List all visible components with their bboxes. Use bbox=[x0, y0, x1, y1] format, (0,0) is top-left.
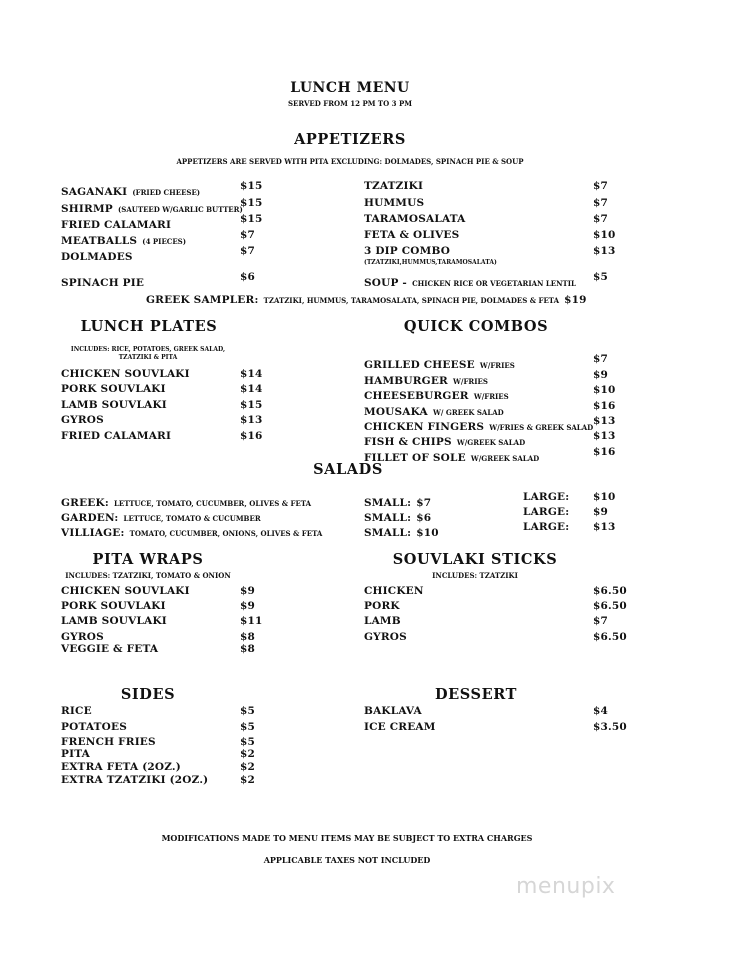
menu-item-price: $8 bbox=[240, 643, 256, 655]
menu-item-price: $7 bbox=[593, 353, 609, 365]
menu-item-price: $16 bbox=[240, 430, 263, 442]
menu-item: FRENCH FRIES bbox=[61, 736, 156, 748]
taxes-note: APPLICABLE TAXES NOT INCLUDED bbox=[263, 855, 431, 865]
menu-subtitle: SERVED FROM 12 PM TO 3 PM bbox=[288, 99, 412, 108]
menu-item-price: $14 bbox=[240, 383, 263, 395]
menu-item: CHICKEN SOUVLAKI bbox=[61, 585, 190, 597]
menu-item-price: $7 bbox=[593, 180, 609, 192]
menu-item-price: $4 bbox=[593, 705, 609, 717]
modifications-note: MODIFICATIONS MADE TO MENU ITEMS MAY BE SUBJECT TO EXTRA CHARGES bbox=[161, 833, 533, 843]
menu-item-price: $3.50 bbox=[593, 721, 627, 733]
menu-item-price: $9 bbox=[240, 600, 256, 612]
menu-item-price: $11 bbox=[240, 615, 263, 627]
souvlaki-sticks-heading: SOUVLAKI STICKS bbox=[392, 551, 558, 568]
menu-item-price: $13 bbox=[593, 245, 616, 257]
menu-item: CHICKEN bbox=[364, 585, 424, 597]
menu-item: PORK SOUVLAKI bbox=[61, 383, 166, 395]
menu-item: LAMB SOUVLAKI bbox=[61, 615, 167, 627]
menu-item: FISH & CHIPS W/GREEK SALAD bbox=[364, 436, 526, 448]
salad-small-price: SMALL: $10 bbox=[364, 527, 439, 539]
menu-item-price: $15 bbox=[240, 399, 263, 411]
menu-item: PITA bbox=[61, 748, 90, 760]
menu-item-price: $13 bbox=[593, 415, 616, 427]
salad-large-label: LARGE: bbox=[523, 491, 570, 503]
menu-item-price: $15 bbox=[240, 197, 263, 209]
quick-combos-heading: QUICK COMBOS bbox=[403, 318, 549, 335]
menu-item: GYROS bbox=[61, 414, 104, 426]
menu-item: LAMB SOUVLAKI bbox=[61, 399, 167, 411]
menu-item: RICE bbox=[61, 705, 92, 717]
menu-item: LAMB bbox=[364, 615, 401, 627]
menu-item: VILLIAGE: TOMATO, CUCUMBER, ONIONS, OLIVES & FETA bbox=[61, 527, 323, 539]
menu-item-price: $5 bbox=[240, 705, 256, 717]
menu-item: SPINACH PIE bbox=[61, 277, 145, 289]
sides-heading: SIDES bbox=[120, 686, 176, 703]
menu-item-price: $14 bbox=[240, 368, 263, 380]
souvlaki-sticks-note: INCLUDES: TZATZIKI bbox=[432, 571, 518, 580]
salad-small-price: SMALL: $7 bbox=[364, 497, 432, 509]
menu-item: GYROS bbox=[61, 631, 104, 643]
menu-item: TZATZIKI bbox=[364, 180, 424, 192]
menu-item: PORK SOUVLAKI bbox=[61, 600, 166, 612]
menu-item: FRIED CALAMARI bbox=[61, 430, 172, 442]
menu-item: DOLMADES bbox=[61, 251, 133, 263]
menu-item: GYROS bbox=[364, 631, 407, 643]
menu-item-price: $6.50 bbox=[593, 631, 627, 643]
menu-item-price: $6.50 bbox=[593, 600, 627, 612]
menu-item: FRIED CALAMARI bbox=[61, 219, 172, 231]
menu-item: TARAMOSALATA bbox=[364, 213, 466, 225]
appetizers-note: APPETIZERS ARE SERVED WITH PITA EXCLUDING: DOLMADES, SPINACH PIE & SOUP bbox=[176, 157, 524, 166]
menu-item: CHICKEN FINGERS W/FRIES & GREEK SALAD bbox=[364, 421, 594, 433]
menu-item: GRILLED CHEESE W/FRIES bbox=[364, 359, 515, 371]
menu-item-price: $13 bbox=[593, 430, 616, 442]
menu-item: HUMMUS bbox=[364, 197, 425, 209]
menu-item-price: $15 bbox=[240, 213, 263, 225]
salad-large-price: $13 bbox=[593, 521, 616, 533]
menu-item-price: $5 bbox=[240, 736, 256, 748]
menu-item-price: $2 bbox=[240, 774, 256, 786]
menu-item: POTATOES bbox=[61, 721, 127, 733]
menu-item-price: $10 bbox=[593, 229, 616, 241]
menu-item-price: $9 bbox=[593, 369, 609, 381]
menu-item: 3 DIP COMBO bbox=[364, 245, 451, 257]
menu-item-price: $5 bbox=[240, 721, 256, 733]
menu-item: FILLET OF SOLE W/GREEK SALAD bbox=[364, 452, 540, 464]
menu-item-price: $10 bbox=[593, 384, 616, 396]
salad-large-price: $9 bbox=[593, 506, 609, 518]
menu-title: LUNCH MENU bbox=[290, 80, 410, 96]
menupix-watermark: menupix bbox=[516, 874, 616, 899]
menu-item-price: $7 bbox=[240, 229, 256, 241]
menu-item: SOUP - CHICKEN RICE OR VEGETARIAN LENTIL bbox=[364, 277, 576, 289]
lunch-plates-heading: LUNCH PLATES bbox=[80, 318, 218, 335]
menu-item: MOUSAKA W/ GREEK SALAD bbox=[364, 406, 504, 418]
pita-wraps-note: INCLUDES: TZATZIKI, TOMATO & ONION bbox=[65, 571, 231, 580]
menu-item-price: $6.50 bbox=[593, 585, 627, 597]
menu-item: FETA & OLIVES bbox=[364, 229, 460, 241]
menu-item-price: $7 bbox=[593, 615, 609, 627]
menu-item-price: $16 bbox=[593, 400, 616, 412]
menu-item: MEATBALLS (4 PIECES) bbox=[61, 235, 187, 247]
menu-item: SAGANAKI (FRIED CHEESE) bbox=[61, 186, 201, 198]
lunch-plates-note: TZATZIKI & PITA bbox=[118, 354, 178, 361]
menu-item: BAKLAVA bbox=[364, 705, 422, 717]
menu-item: CHICKEN SOUVLAKI bbox=[61, 368, 190, 380]
menu-item-price: $9 bbox=[240, 585, 256, 597]
appetizers-heading: APPETIZERS bbox=[294, 131, 406, 148]
menu-item-price: $7 bbox=[593, 213, 609, 225]
menu-item-price: $7 bbox=[240, 245, 256, 257]
menu-item: SHIRMP (SAUTEED W/GARLIC BUTTER) bbox=[61, 203, 243, 215]
menu-item-price: $13 bbox=[240, 414, 263, 426]
menu-item: GARDEN: LETTUCE, TOMATO & CUCUMBER bbox=[61, 512, 261, 524]
menu-item: EXTRA TZATZIKI (2OZ.) bbox=[61, 774, 209, 786]
menu-item-price: $5 bbox=[593, 271, 609, 283]
menu-item-price: $16 bbox=[593, 446, 616, 458]
salad-small-price: SMALL: $6 bbox=[364, 512, 432, 524]
menu-item-price: $6 bbox=[240, 271, 256, 283]
menu-item-price: $15 bbox=[240, 180, 263, 192]
lunch-plates-note: INCLUDES: RICE, POTATOES, GREEK SALAD, bbox=[70, 346, 226, 353]
menu-item-price: $2 bbox=[240, 748, 256, 760]
menu-item-price: $2 bbox=[240, 761, 256, 773]
menu-item: CHEESEBURGER W/FRIES bbox=[364, 390, 509, 402]
salad-large-label: LARGE: bbox=[523, 521, 570, 533]
salad-large-label: LARGE: bbox=[523, 506, 570, 518]
menu-item: VEGGIE & FETA bbox=[61, 643, 159, 655]
menu-item-desc: (TZATZIKI,HUMMUS,TARAMOSALATA) bbox=[364, 259, 497, 266]
salads-heading: SALADS bbox=[313, 461, 383, 478]
menu-item-price: $8 bbox=[240, 631, 256, 643]
menu-item: ICE CREAM bbox=[364, 721, 436, 733]
menu-item: EXTRA FETA (2OZ.) bbox=[61, 761, 181, 773]
greek-sampler: GREEK SAMPLER: TZATZIKI, HUMMUS, TARAMOSALATA, SPINACH PIE, DOLMADES & FETA $19 bbox=[146, 294, 587, 306]
menu-item-price: $7 bbox=[593, 197, 609, 209]
dessert-heading: DESSERT bbox=[434, 686, 518, 703]
menu-item: GREEK: LETTUCE, TOMATO, CUCUMBER, OLIVES & FETA bbox=[61, 497, 312, 509]
salad-large-price: $10 bbox=[593, 491, 616, 503]
pita-wraps-heading: PITA WRAPS bbox=[92, 551, 204, 568]
menu-item: HAMBURGER W/FRIES bbox=[364, 375, 488, 387]
menu-item: PORK bbox=[364, 600, 400, 612]
